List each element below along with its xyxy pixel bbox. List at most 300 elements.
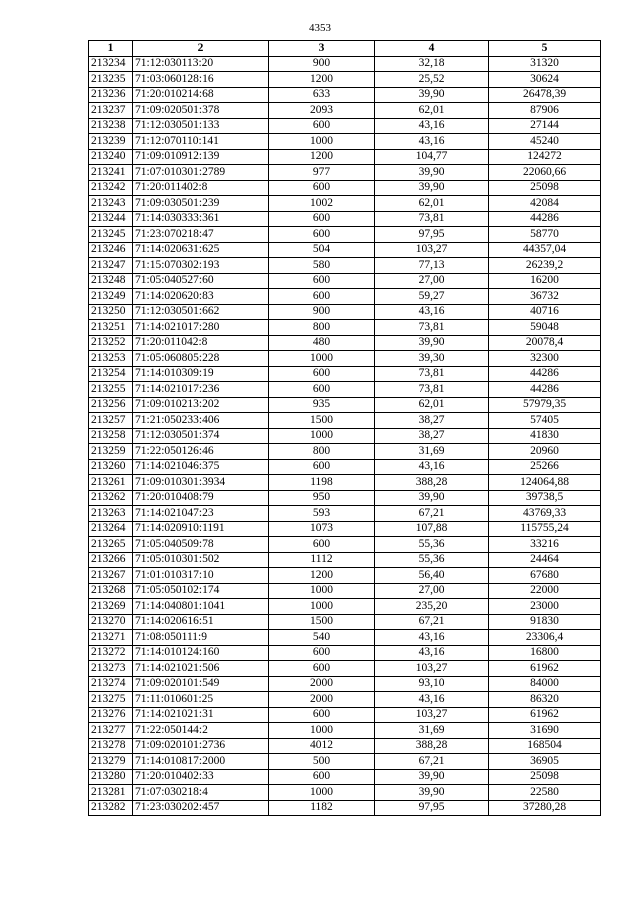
table-cell: 213241 <box>89 165 133 181</box>
table-cell: 71:08:050111:9 <box>133 630 269 646</box>
table-cell: 71:12:070110:141 <box>133 134 269 150</box>
table-cell: 213279 <box>89 754 133 770</box>
table-cell: 25266 <box>489 459 601 475</box>
table-cell: 1000 <box>269 351 375 367</box>
table-cell: 26478,39 <box>489 87 601 103</box>
table-cell: 86320 <box>489 692 601 708</box>
table-cell: 213273 <box>89 661 133 677</box>
table-cell: 30624 <box>489 72 601 88</box>
table-cell: 600 <box>269 118 375 134</box>
table-cell: 55,36 <box>375 552 489 568</box>
table-cell: 62,01 <box>375 103 489 119</box>
table-cell: 71:05:040527:60 <box>133 273 269 289</box>
table-row <box>89 506 601 522</box>
table-cell: 213246 <box>89 242 133 258</box>
table-cell: 59,27 <box>375 289 489 305</box>
table-cell: 43,16 <box>375 692 489 708</box>
table-row <box>89 56 601 72</box>
table-cell: 213240 <box>89 149 133 165</box>
table-cell: 71:12:030113:20 <box>133 56 269 72</box>
table-cell: 43,16 <box>375 118 489 134</box>
table-cell: 71:12:030501:374 <box>133 428 269 444</box>
table-cell: 44286 <box>489 211 601 227</box>
table-cell: 42084 <box>489 196 601 212</box>
table-cell: 56,40 <box>375 568 489 584</box>
table-cell: 31690 <box>489 723 601 739</box>
table-cell: 87906 <box>489 103 601 119</box>
table-cell: 73,81 <box>375 382 489 398</box>
table-cell: 33216 <box>489 537 601 553</box>
table-cell: 71:14:020631:625 <box>133 242 269 258</box>
table-cell: 20960 <box>489 444 601 460</box>
table-cell: 71:20:011402:8 <box>133 180 269 196</box>
table-cell: 71:23:070218:47 <box>133 227 269 243</box>
table-cell: 58770 <box>489 227 601 243</box>
table-cell: 71:20:010408:79 <box>133 490 269 506</box>
table-row <box>89 785 601 801</box>
table-cell: 213269 <box>89 599 133 615</box>
table-cell: 2000 <box>269 692 375 708</box>
table-cell: 61962 <box>489 707 601 723</box>
table-cell: 25098 <box>489 769 601 785</box>
table-row <box>89 134 601 150</box>
table-cell: 213255 <box>89 382 133 398</box>
table-cell: 104,77 <box>375 149 489 165</box>
table-cell: 1000 <box>269 583 375 599</box>
column-header: 3 <box>269 41 375 57</box>
table-row <box>89 165 601 181</box>
table-cell: 23000 <box>489 599 601 615</box>
table-row <box>89 630 601 646</box>
table-row <box>89 72 601 88</box>
table-cell: 71:09:010912:139 <box>133 149 269 165</box>
table-cell: 115755,24 <box>489 521 601 537</box>
table-cell: 97,95 <box>375 227 489 243</box>
table-row <box>89 335 601 351</box>
table-cell: 213249 <box>89 289 133 305</box>
column-header: 5 <box>489 41 601 57</box>
table-cell: 23306,4 <box>489 630 601 646</box>
table-cell: 71:09:020101:2736 <box>133 738 269 754</box>
table-cell: 213243 <box>89 196 133 212</box>
table-row <box>89 661 601 677</box>
table-cell: 103,27 <box>375 707 489 723</box>
table-cell: 32300 <box>489 351 601 367</box>
table-cell: 71:20:011042:8 <box>133 335 269 351</box>
table-cell: 43,16 <box>375 630 489 646</box>
table-cell: 71:22:050144:2 <box>133 723 269 739</box>
table-cell: 1000 <box>269 428 375 444</box>
table-cell: 39,90 <box>375 335 489 351</box>
table-cell: 213254 <box>89 366 133 382</box>
table-cell: 71:14:021017:236 <box>133 382 269 398</box>
table-cell: 22580 <box>489 785 601 801</box>
table-cell: 213278 <box>89 738 133 754</box>
table-cell: 67,21 <box>375 614 489 630</box>
table-cell: 71:14:020620:83 <box>133 289 269 305</box>
table-row <box>89 459 601 475</box>
table-cell: 2093 <box>269 103 375 119</box>
table-cell: 26239,2 <box>489 258 601 274</box>
table-cell: 600 <box>269 289 375 305</box>
table-cell: 38,27 <box>375 428 489 444</box>
table-cell: 91830 <box>489 614 601 630</box>
table-cell: 1500 <box>269 413 375 429</box>
table-cell: 213242 <box>89 180 133 196</box>
table-cell: 480 <box>269 335 375 351</box>
table-row <box>89 149 601 165</box>
table-cell: 213271 <box>89 630 133 646</box>
table-row <box>89 289 601 305</box>
table-cell: 57405 <box>489 413 601 429</box>
table-cell: 213267 <box>89 568 133 584</box>
table-row <box>89 196 601 212</box>
table-cell: 31320 <box>489 56 601 72</box>
table-cell: 20078,4 <box>489 335 601 351</box>
table-cell: 124272 <box>489 149 601 165</box>
table-cell: 633 <box>269 87 375 103</box>
table-cell: 22000 <box>489 583 601 599</box>
table-cell: 71:09:020101:549 <box>133 676 269 692</box>
table-cell: 38,27 <box>375 413 489 429</box>
table-cell: 1112 <box>269 552 375 568</box>
table-cell: 71:14:030333:361 <box>133 211 269 227</box>
table-cell: 213272 <box>89 645 133 661</box>
table-cell: 39,90 <box>375 785 489 801</box>
table-cell: 213277 <box>89 723 133 739</box>
table-row <box>89 754 601 770</box>
table-cell: 593 <box>269 506 375 522</box>
table-cell: 71:14:020910:1191 <box>133 521 269 537</box>
table-cell: 213264 <box>89 521 133 537</box>
table-cell: 600 <box>269 227 375 243</box>
table-cell: 213281 <box>89 785 133 801</box>
table-cell: 32,18 <box>375 56 489 72</box>
table-cell: 71:14:040801:1041 <box>133 599 269 615</box>
table-cell: 71:22:050126:46 <box>133 444 269 460</box>
table-body <box>89 56 601 816</box>
table-cell: 213251 <box>89 320 133 336</box>
table-row <box>89 258 601 274</box>
table-cell: 27144 <box>489 118 601 134</box>
table-cell: 71:21:050233:406 <box>133 413 269 429</box>
table-cell: 213260 <box>89 459 133 475</box>
column-header: 4 <box>375 41 489 57</box>
table-cell: 900 <box>269 304 375 320</box>
table-cell: 71:12:030501:133 <box>133 118 269 134</box>
table-row <box>89 552 601 568</box>
column-header: 1 <box>89 41 133 57</box>
table-cell: 213250 <box>89 304 133 320</box>
table-cell: 1002 <box>269 196 375 212</box>
table-cell: 73,81 <box>375 211 489 227</box>
table-cell: 25098 <box>489 180 601 196</box>
table-row <box>89 676 601 692</box>
table-row <box>89 103 601 119</box>
table-cell: 1200 <box>269 568 375 584</box>
table-cell: 37280,28 <box>489 800 601 816</box>
table-cell: 71:05:010301:502 <box>133 552 269 568</box>
table-row <box>89 738 601 754</box>
table-cell: 71:12:030501:662 <box>133 304 269 320</box>
table-cell: 388,28 <box>375 738 489 754</box>
table-row <box>89 707 601 723</box>
table-cell: 73,81 <box>375 320 489 336</box>
table-cell: 504 <box>269 242 375 258</box>
table-cell: 213257 <box>89 413 133 429</box>
table-cell: 71:20:010214:68 <box>133 87 269 103</box>
table-cell: 600 <box>269 661 375 677</box>
table-cell: 1000 <box>269 723 375 739</box>
table-row <box>89 351 601 367</box>
table-cell: 31,69 <box>375 444 489 460</box>
table-cell: 61962 <box>489 661 601 677</box>
table-cell: 67,21 <box>375 754 489 770</box>
table-cell: 213239 <box>89 134 133 150</box>
table-cell: 67,21 <box>375 506 489 522</box>
table-cell: 71:15:070302:193 <box>133 258 269 274</box>
table-cell: 600 <box>269 707 375 723</box>
table-cell: 600 <box>269 366 375 382</box>
table-cell: 71:05:060805:228 <box>133 351 269 367</box>
column-header: 2 <box>133 41 269 57</box>
table-row <box>89 320 601 336</box>
table-row <box>89 583 601 599</box>
table-cell: 800 <box>269 444 375 460</box>
table-cell: 1200 <box>269 72 375 88</box>
table-cell: 73,81 <box>375 366 489 382</box>
table-cell: 124064,88 <box>489 475 601 491</box>
table-cell: 213261 <box>89 475 133 491</box>
table-cell: 43769,33 <box>489 506 601 522</box>
table-cell: 1073 <box>269 521 375 537</box>
table-cell: 213259 <box>89 444 133 460</box>
table-row <box>89 537 601 553</box>
table-cell: 71:14:020616:51 <box>133 614 269 630</box>
table-row <box>89 273 601 289</box>
table-cell: 600 <box>269 211 375 227</box>
table-cell: 213280 <box>89 769 133 785</box>
table-cell: 600 <box>269 459 375 475</box>
table-cell: 213253 <box>89 351 133 367</box>
table-cell: 39738,5 <box>489 490 601 506</box>
table-row <box>89 227 601 243</box>
table-cell: 93,10 <box>375 676 489 692</box>
table-row <box>89 769 601 785</box>
table-cell: 25,52 <box>375 72 489 88</box>
table-cell: 1200 <box>269 149 375 165</box>
table-cell: 71:14:010309:19 <box>133 366 269 382</box>
table-cell: 103,27 <box>375 661 489 677</box>
table-cell: 16800 <box>489 645 601 661</box>
page-number: 4353 <box>309 22 331 34</box>
table-row <box>89 692 601 708</box>
table-cell: 71:01:010317:10 <box>133 568 269 584</box>
table-row <box>89 490 601 506</box>
table-cell: 71:05:050102:174 <box>133 583 269 599</box>
table-cell: 41830 <box>489 428 601 444</box>
table-cell: 103,27 <box>375 242 489 258</box>
table-cell: 27,00 <box>375 273 489 289</box>
table-cell: 71:03:060128:16 <box>133 72 269 88</box>
table-cell: 43,16 <box>375 134 489 150</box>
table-cell: 97,95 <box>375 800 489 816</box>
table-cell: 213235 <box>89 72 133 88</box>
table-cell: 67680 <box>489 568 601 584</box>
table-cell: 4012 <box>269 738 375 754</box>
table-cell: 62,01 <box>375 196 489 212</box>
table-cell: 71:14:021046:375 <box>133 459 269 475</box>
header-row <box>89 41 601 57</box>
table-cell: 71:14:021021:31 <box>133 707 269 723</box>
table-row <box>89 428 601 444</box>
table-cell: 39,90 <box>375 490 489 506</box>
table-cell: 71:07:030218:4 <box>133 785 269 801</box>
table-cell: 213266 <box>89 552 133 568</box>
table-cell: 1500 <box>269 614 375 630</box>
table-cell: 71:07:010301:2789 <box>133 165 269 181</box>
table-row <box>89 800 601 816</box>
table-row <box>89 568 601 584</box>
table-cell: 55,36 <box>375 537 489 553</box>
table-cell: 935 <box>269 397 375 413</box>
table-cell: 213258 <box>89 428 133 444</box>
table-cell: 1000 <box>269 599 375 615</box>
table-cell: 16200 <box>489 273 601 289</box>
table-cell: 600 <box>269 382 375 398</box>
table-cell: 600 <box>269 769 375 785</box>
table-cell: 43,16 <box>375 645 489 661</box>
table-cell: 71:14:021017:280 <box>133 320 269 336</box>
table-cell: 36905 <box>489 754 601 770</box>
table-cell: 71:14:010817:2000 <box>133 754 269 770</box>
table-cell: 39,30 <box>375 351 489 367</box>
table-cell: 1182 <box>269 800 375 816</box>
table-cell: 800 <box>269 320 375 336</box>
table-cell: 600 <box>269 180 375 196</box>
table-cell: 213276 <box>89 707 133 723</box>
table-row <box>89 211 601 227</box>
data-table <box>88 40 601 816</box>
table-cell: 213262 <box>89 490 133 506</box>
table-cell: 71:14:021047:23 <box>133 506 269 522</box>
table-cell: 45240 <box>489 134 601 150</box>
table-cell: 107,88 <box>375 521 489 537</box>
table-cell: 213245 <box>89 227 133 243</box>
table-cell: 43,16 <box>375 459 489 475</box>
table-row <box>89 366 601 382</box>
table-cell: 57979,35 <box>489 397 601 413</box>
table-cell: 1198 <box>269 475 375 491</box>
table-cell: 71:14:021021:506 <box>133 661 269 677</box>
table-cell: 213247 <box>89 258 133 274</box>
table-cell: 213237 <box>89 103 133 119</box>
table-cell: 43,16 <box>375 304 489 320</box>
table-cell: 213268 <box>89 583 133 599</box>
table-cell: 600 <box>269 537 375 553</box>
table-cell: 977 <box>269 165 375 181</box>
table-row <box>89 242 601 258</box>
table-cell: 213270 <box>89 614 133 630</box>
table-cell: 71:09:010301:3934 <box>133 475 269 491</box>
table-cell: 1000 <box>269 134 375 150</box>
table-cell: 213236 <box>89 87 133 103</box>
table-cell: 950 <box>269 490 375 506</box>
table-cell: 213252 <box>89 335 133 351</box>
table-row <box>89 645 601 661</box>
table-cell: 62,01 <box>375 397 489 413</box>
table-row <box>89 118 601 134</box>
table-row <box>89 475 601 491</box>
table-row <box>89 599 601 615</box>
table-row <box>89 304 601 320</box>
table-cell: 388,28 <box>375 475 489 491</box>
table-cell: 213238 <box>89 118 133 134</box>
table-cell: 213265 <box>89 537 133 553</box>
table-cell: 71:23:030202:457 <box>133 800 269 816</box>
table-cell: 213256 <box>89 397 133 413</box>
table-row <box>89 614 601 630</box>
table-cell: 71:09:010213:202 <box>133 397 269 413</box>
table-cell: 77,13 <box>375 258 489 274</box>
table-cell: 71:11:010601:25 <box>133 692 269 708</box>
table-cell: 168504 <box>489 738 601 754</box>
table-row <box>89 397 601 413</box>
table-cell: 22060,66 <box>489 165 601 181</box>
table-cell: 213244 <box>89 211 133 227</box>
table-cell: 39,90 <box>375 87 489 103</box>
table-row <box>89 521 601 537</box>
table-cell: 71:20:010402:33 <box>133 769 269 785</box>
table-row <box>89 382 601 398</box>
table-cell: 39,90 <box>375 180 489 196</box>
table-cell: 36732 <box>489 289 601 305</box>
table-cell: 213248 <box>89 273 133 289</box>
table-cell: 71:09:020501:378 <box>133 103 269 119</box>
table-cell: 84000 <box>489 676 601 692</box>
table-cell: 27,00 <box>375 583 489 599</box>
table-cell: 600 <box>269 273 375 289</box>
table-cell: 213275 <box>89 692 133 708</box>
table-row <box>89 413 601 429</box>
table-cell: 39,90 <box>375 769 489 785</box>
table-cell: 500 <box>269 754 375 770</box>
table-cell: 44357,04 <box>489 242 601 258</box>
table-cell: 59048 <box>489 320 601 336</box>
table-cell: 44286 <box>489 366 601 382</box>
table-cell: 213274 <box>89 676 133 692</box>
table-cell: 235,20 <box>375 599 489 615</box>
table-row <box>89 444 601 460</box>
table-cell: 213282 <box>89 800 133 816</box>
table-cell: 900 <box>269 56 375 72</box>
table-cell: 71:09:030501:239 <box>133 196 269 212</box>
table-cell: 31,69 <box>375 723 489 739</box>
table-cell: 39,90 <box>375 165 489 181</box>
table-cell: 540 <box>269 630 375 646</box>
table-cell: 44286 <box>489 382 601 398</box>
table-cell: 2000 <box>269 676 375 692</box>
table-cell: 213234 <box>89 56 133 72</box>
table-cell: 24464 <box>489 552 601 568</box>
table-cell: 600 <box>269 645 375 661</box>
table-cell: 580 <box>269 258 375 274</box>
table-cell: 1000 <box>269 785 375 801</box>
table-cell: 40716 <box>489 304 601 320</box>
table-cell: 71:14:010124:160 <box>133 645 269 661</box>
table-row <box>89 87 601 103</box>
table-cell: 213263 <box>89 506 133 522</box>
